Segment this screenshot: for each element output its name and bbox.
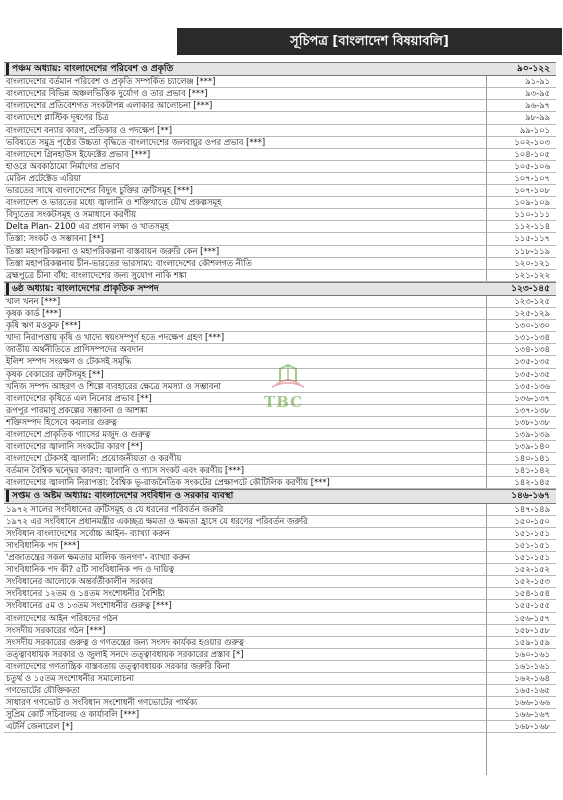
toc-row [4, 576, 556, 588]
page-range: ১৫৫-১৫৫ [514, 600, 550, 611]
toc-row [4, 528, 556, 540]
page-range: ১০৭-১০৭ [514, 172, 550, 183]
toc-entry-title: খাদ্য নিরাপত্তায় কৃষি ও খাদ্যে স্বয়ংসম্পূর্ণ হতে পদক্ষেপ গ্রহণ [***] [6, 332, 225, 343]
toc-entry-title: বাংলাদেশের জ্বালানি সংকটের কারণ [**] [6, 441, 143, 452]
toc-entry-title: সংবিধান বাংলাদেশের সর্বোচ্চ আইন- ব্যাখ্যা করুন [6, 527, 170, 538]
toc-entry-title: খাল খনন [***] [6, 295, 61, 306]
toc-entry-title: রূপপুর পারমাণু প্রকল্পের সম্ভাবনা ও আশঙ্কা [6, 404, 148, 415]
page-range: ১৫৬-১৫৭ [514, 612, 550, 623]
page-range: ১৪০-১৪১ [514, 453, 550, 464]
page-range: ১০৭-১০৮ [514, 185, 550, 196]
toc-row [4, 209, 556, 221]
page-range: ১৩৮-১৩৮ [514, 416, 550, 427]
toc-entry-title: সংসদীয় সরকারের গঠন [***] [6, 624, 106, 635]
page-range: ৯৮-৯৯ [525, 112, 550, 123]
page-range: ১৪৭-১৪৯ [514, 503, 550, 514]
toc-entry-title: Delta Plan- 2100 এর প্রধান লক্ষ্য ও খাতসমূহ [6, 221, 169, 232]
page-range: ১৩৬-১৩৭ [514, 392, 550, 403]
page-range: ১৬৬-১৬৭ [514, 709, 550, 720]
page-title: সূচিপত্র [বাংলাদেশ বিষয়াবলি] [177, 28, 562, 55]
toc-row [4, 320, 556, 332]
toc-entry-title: ১৯৭২ সালের সংবিধানের ত্রুটিসমূহ ও যে ধরনের পরিবর্তন জরুরি [6, 503, 224, 514]
toc-entry-title: তত্ত্বাবধায়ক সরকার ও জুলাই সনদে তত্ত্বাবধায়ক সরকারের প্রস্তাব [*] [6, 648, 244, 659]
toc-row [4, 673, 556, 685]
page-range: ১৫০-১৫০ [514, 515, 550, 526]
toc-row [4, 233, 556, 245]
page-range: ১৩৯-১৪০ [514, 441, 550, 452]
page-range: ১২৫-১২৯ [514, 308, 550, 319]
toc-row [4, 477, 556, 489]
toc-entry-title: বিদ্যুতের সংকটসমূহ ও সমাধানে করণীয় [6, 209, 137, 220]
toc-entry-title: বর্তমান বৈশ্বিক দ্বন্দ্বের কারণ: জ্বালানি ও গ্যাস সংকট এবং করণীয় [***] [6, 465, 245, 476]
chapter-title: পঞ্চম অধ্যায়: বাংলাদেশের পরিবেশ ও প্রকৃতি [6, 63, 488, 75]
toc-row [4, 516, 556, 528]
toc-entry-title: সংবিধানের ১২তম ও ১৪তম সংশোধনীর বৈশিষ্ট্য [6, 588, 165, 599]
toc-entry-title: সংবিধানের ৫ম ও ১৩তম সংশোধনীর গুরুত্ব [***] [6, 600, 172, 611]
page-range: ১১৫-১১৭ [514, 233, 550, 244]
page-range: ১১০-১১১ [514, 209, 550, 220]
toc-row [4, 185, 556, 197]
toc-row [4, 709, 556, 721]
chapter-row [4, 282, 556, 296]
toc-entry-title: ব্রহ্মপুত্রে চীনা বাঁধ: বাংলাদেশের জন্য সুযোগ নাকি শঙ্কা [6, 269, 187, 280]
toc-row [4, 137, 556, 149]
page-range: ১২১-১২২ [514, 269, 550, 280]
toc-row [4, 112, 556, 124]
toc-entry-title: হাওরে অবকাঠামো নির্মাণের প্রভাব [6, 160, 120, 171]
toc-row [4, 149, 556, 161]
page-range: ১০৪-১০৫ [514, 148, 550, 159]
toc-row [4, 564, 556, 576]
toc-row [4, 637, 556, 649]
toc-row [4, 649, 556, 661]
page-range: ১৫২-১৫৩ [514, 576, 550, 587]
page-range: ৯৯-১০১ [519, 124, 550, 135]
toc-row [4, 613, 556, 625]
toc-row [4, 453, 556, 465]
toc-entry-title: সাংবিধানিক পদ [***] [6, 539, 80, 550]
page-range: ১৩৫-১৩৫ [514, 356, 550, 367]
toc-row [4, 76, 556, 88]
toc-row [4, 625, 556, 637]
page-range: ১৬১-১৬১ [514, 660, 550, 671]
toc-row [4, 161, 556, 173]
toc-row [4, 588, 556, 600]
page-range: ১৫৯-১৫৯ [514, 636, 550, 647]
toc-row [4, 661, 556, 673]
toc-entry-title: বাংলাদেশের বর্তমান পরিবেশ ও প্রকৃতি সম্পর্কিত চ্যালেঞ্জ [***] [6, 76, 216, 87]
toc-entry-title: বাংলাদেশে গ্রিনহাউস ইফেক্টের প্রভাব [***] [6, 148, 151, 159]
page-range: ১৬৮-১৬৮ [514, 721, 550, 732]
page-range: ৯৩-৯৫ [525, 88, 550, 99]
toc-entry-title: ভারতের সাথে বাংলাদেশের বিদ্যুৎ চুক্তির ত্রুটিসমূহ [***] [6, 185, 193, 196]
page-range: ১৪১-১৪২ [514, 465, 550, 476]
toc-entry-title: কৃষি ঋণ মওকুফ [***] [6, 320, 81, 331]
toc-entry-title: তিস্তা মহাপরিকল্পনা ও মহাপরিকল্পনা বাস্তবায়ন জরুরি কেন [***] [6, 245, 220, 256]
toc-entry-title: সাধারণ গণভোট ও সংবিধান সংশোধনী গণভোটের পার্থক্য [6, 697, 198, 708]
page-range: ১৩৯-১৩৯ [514, 429, 550, 439]
toc-row [4, 441, 556, 453]
toc-entry-title: বাংলাদেশের প্রতিবেশগত সংকটাপন্ন এলাকার আলোচনা [***] [6, 100, 213, 111]
toc-row [4, 697, 556, 709]
page-range: ১৫১-১৫১ [514, 527, 550, 538]
toc-entry-title: বাংলাদেশের জ্বালানি নিরাপত্তা: বৈশ্বিক ভূ-রাজনৈতিক সংকটের প্রেক্ষাপটে কৌটিলিক করণীয় [***] [6, 477, 330, 488]
toc-row [4, 270, 556, 282]
toc-row [4, 125, 556, 137]
toc-entry-title: বাংলাদেশে প্লাস্টিক দূষণের চিত্র [6, 112, 109, 123]
page-range: ১৫১-১৫১ [514, 539, 550, 550]
toc-row [4, 173, 556, 185]
toc-row [4, 540, 556, 552]
toc-row [4, 296, 556, 308]
toc-entry-title: বাংলাদেশ ও ভারতের মধ্যে জ্বালানি ও শক্তিখাতে যৌথ প্রকল্পসমূহ [6, 197, 222, 208]
toc-entry-title: ১৯৭২ এর সংবিধানে প্রধানমন্ত্রীর একচ্ছত্র ক্ষমতা ও ক্ষমতা হ্রাসে যে ধরণের পরিবর্তন জরুরি [6, 515, 308, 526]
toc-row [4, 246, 556, 258]
toc-entry-title: বাংলাদেশে বন্যার কারণ, প্রতিকার ও পদক্ষেপ [**] [6, 124, 172, 135]
page-range: ১৫৮-১৫৮ [514, 624, 550, 635]
toc-entry-title: বাংলাদেশে টেকসই জ্বালানি: প্রয়োজনীয়তা ও করণীয় [6, 453, 182, 464]
toc-row [4, 429, 556, 441]
page-range: ৯১-৯১ [525, 76, 550, 87]
toc-row [4, 417, 556, 429]
page-range: ১০৯-১০৯ [514, 197, 550, 208]
toc-entry-title: 'প্রজাতন্ত্রের সকল ক্ষমতার মালিক জনগণ'- ব্যাখ্যা করুন [6, 552, 191, 563]
toc-entry-title: তিস্তা মহাপরিকল্পনায় চীন-ভারতের ভারসাম্য: বাংলাদেশের কৌশলগত নীতি [6, 257, 252, 268]
toc-entry-title: মেরিন প্রটেক্টেড এরিয়া [6, 172, 81, 183]
page-range: ১৪২-১৪৫ [514, 477, 550, 488]
toc-entry-title: বাংলাদেশের গণতান্ত্রিক বাস্তবতায় তত্ত্বাবধায়ক সরকার জরুরি কিনা [6, 660, 230, 671]
toc-entry-title: জাতীয় অর্থনীতিতে প্রাণিসম্পদের অবদান [6, 344, 144, 355]
page-range: ১০২-১০৩ [514, 136, 550, 147]
toc-entry-title: কৃষক কার্ড [***] [6, 308, 62, 319]
page-range: ১৫২-১৫২ [514, 564, 550, 575]
toc-row [4, 308, 556, 320]
toc-entry-title: কৃষক বেকারের ত্রুটিসমূহ [**] [6, 368, 104, 379]
toc-entry-title: বাংলাদেশের কৃষিতে এল নিনোর প্রভাব [**] [6, 392, 152, 403]
toc-entry-title: গণভোটের যৌক্তিকতা [6, 685, 80, 696]
page-range: ১৫৪-১৫৪ [514, 588, 550, 599]
toc-entry-title: বাংলাদেশের বিভিন্ন অঞ্চলভিত্তিক দুর্যোগ ও তার প্রভাব [***] [6, 88, 208, 99]
page-range: ১২০-১২১ [514, 257, 550, 268]
toc-entry-title: বাংলাদেশে প্রাকৃতিক গ্যাসের মজুদ ও গুরুত্ব [6, 429, 151, 439]
book-icon [258, 355, 318, 395]
page-range: ১১৮-১১৯ [514, 245, 550, 256]
toc-entry-title: শক্তিসম্পদ হিসেবে কয়লার গুরুত্ব [6, 416, 117, 427]
toc-entry-title: খনিজ সম্পদ আহরণ ও শিল্পে ব্যবহারের ক্ষেত্রে সমস্যা ও সম্ভাবনা [6, 380, 221, 391]
toc-row [4, 332, 556, 344]
toc-entry-title: ভবিষ্যতে সমুদ্র পৃষ্ঠের উচ্চতা বৃদ্ধিতে বাংলাদেশের জলবায়ুর ওপর প্রভাব [***] [6, 136, 266, 147]
toc-row [4, 88, 556, 100]
toc-entry-title: এটর্নি জেনারেল [*] [6, 721, 73, 732]
toc-entry-title: সাংবিধানিক পদ কী? ৫টি সাংবিধানিক পদ ও দায়িত্ব [6, 564, 175, 575]
page-range: ১৪৬-১৬৭ [511, 491, 550, 502]
watermark-text: TBC [264, 393, 304, 411]
toc-row [4, 100, 556, 112]
toc-row [4, 721, 556, 733]
toc-entry-title: তিস্তা: সংকট ও সম্ভাবনা [**] [6, 233, 104, 244]
page-range: ৯০-১২২ [517, 64, 550, 74]
toc-row [4, 504, 556, 516]
toc-entry-title: চতুর্থ ও ১৫তম সংশোধনীর সমালোচনা [6, 672, 135, 683]
page-range: ৯৬-৯৭ [525, 100, 550, 111]
chapter-title: ৬ষ্ঠ অধ্যায়: বাংলাদেশের প্রাকৃতিক সম্পদ [6, 283, 488, 295]
page-range: ১৩৪-১৩৪ [514, 344, 550, 355]
page-range: ১০৫-১০৬ [514, 160, 550, 171]
watermark-logo [258, 355, 318, 417]
page-range: ১৬০-১৬১ [514, 648, 550, 659]
toc-row [4, 685, 556, 697]
chapter-row [4, 62, 556, 76]
page-range: ১২৩-১২৫ [514, 295, 550, 306]
page-range: ১৩১-১৩৪ [514, 332, 550, 343]
page-range: ১৩৫-১৩৬ [514, 380, 550, 391]
toc-row [4, 600, 556, 612]
toc-row [4, 258, 556, 270]
toc-entry-title: সংবিধানের আলোকে অন্তর্বর্তীকালীন সরকার [6, 576, 153, 587]
toc-row [4, 465, 556, 477]
chapter-row [4, 489, 556, 503]
page-range: ১৫১-১৫১ [514, 552, 550, 563]
toc-entry-title: বাংলাদেশের আইন পরিষদের গঠন [6, 612, 118, 623]
page-range: ১১২-১১৪ [514, 221, 550, 232]
toc-row [4, 197, 556, 209]
chapter-title: সপ্তম ও অষ্টম অধ্যায়: বাংলাদেশের সংবিধান ও সরকার ব্যবস্থা [6, 490, 488, 502]
page-range: ১২৩-১৪৫ [511, 283, 550, 294]
toc-entry-title: সুপ্রিম কোর্ট সচিবালয় ও কার্যাবলি [***] [6, 709, 140, 720]
page-range: ১৩৭-১৩৮ [514, 404, 550, 415]
toc-entry-title: সংসদীয় সরকারের গুরুত্ব ও গণতন্ত্রের জন্য সংসদ কার্যকর হওয়ার গুরুত্ব [6, 636, 244, 647]
toc-entry-title: ইলিশ সম্পদ সংরক্ষণ ও টেকসই সমৃদ্ধি [6, 356, 132, 367]
page-range: ১৩০-১৩০ [514, 320, 550, 331]
page-range: ১৬৫-১৬৫ [514, 685, 550, 696]
page-range: ১৩৫-১৩৫ [514, 368, 550, 379]
page-range: ১৬২-১৬৪ [514, 672, 550, 683]
toc-row [4, 221, 556, 233]
toc-row [4, 552, 556, 564]
page-range: ১৬৬-১৬৬ [514, 697, 550, 708]
